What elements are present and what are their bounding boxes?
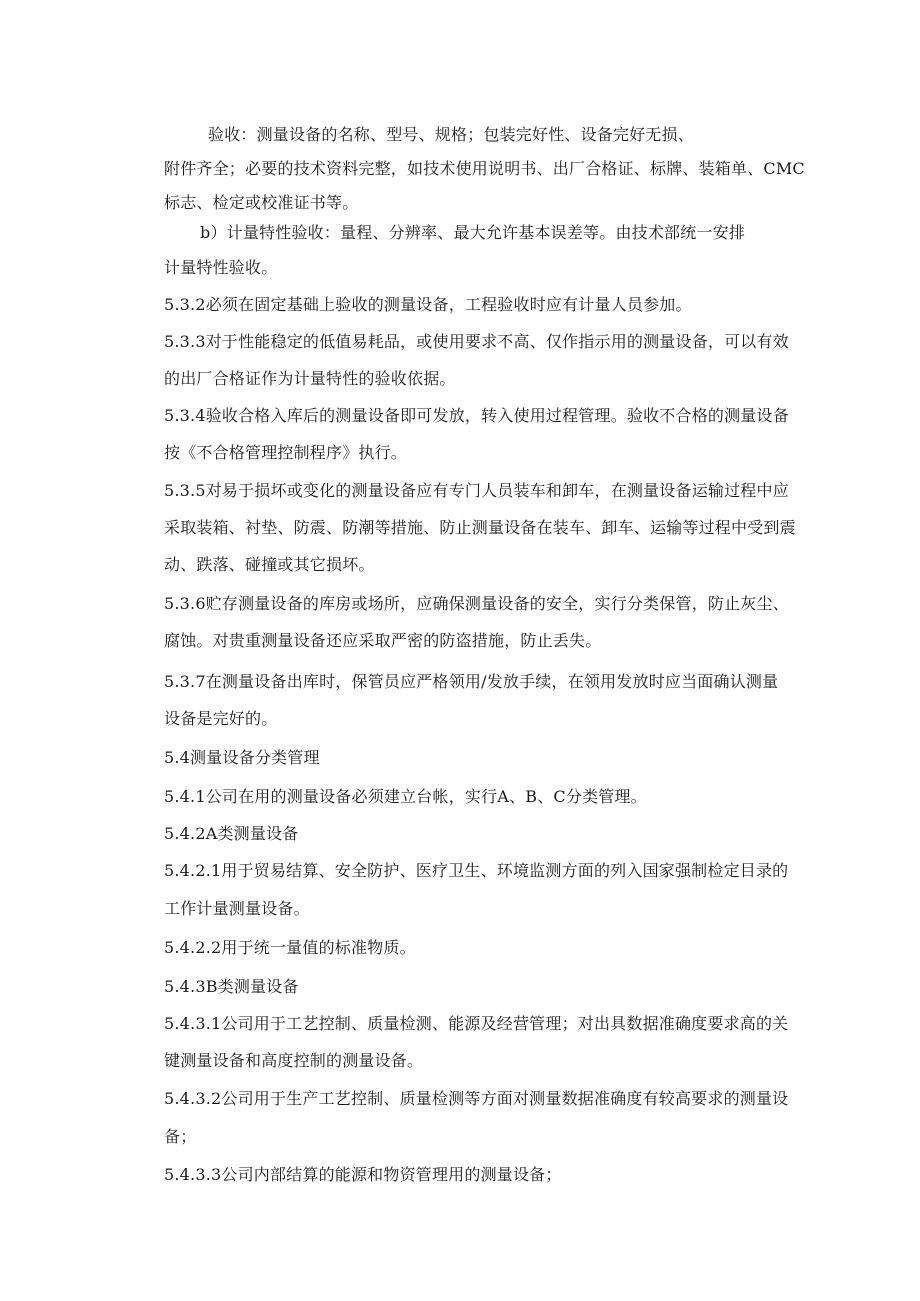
text-line: b）计量特性验收：量程、分辨率、最大允许基本误差等。由技术部统一安排	[200, 223, 746, 242]
text-line: 验收：测量设备的名称、型号、规格；包装完好性、设备完好无损、	[208, 125, 695, 144]
text-line: 的出厂合格证作为计量特性的验收依据。	[164, 369, 456, 388]
text-line: 5.3.5对易于损坏或变化的测量设备应有专门人员装车和卸车，在测量设备运输过程中应	[164, 481, 789, 500]
text-line: 附件齐全；必要的技术资料完整，如技术使用说明书、出厂合格证、标牌、装箱单、CMC	[164, 159, 805, 178]
text-line: 5.4.2.1用于贸易结算、安全防护、医疗卫生、环境监测方面的列入国家强制检定目录的	[164, 861, 789, 880]
text-line: 动、跌落、碰撞或其它损坏。	[164, 555, 375, 574]
text-line: 5.3.3对于性能稳定的低值易耗品，或使用要求不高、仅作指示用的测量设备，可以有效	[164, 332, 789, 351]
text-line: 5.3.7在测量设备出库时，保管员应严格领用/发放手续，在领用发放时应当面确认测量	[164, 672, 779, 691]
text-line: 计量特性验收。	[164, 258, 278, 277]
text-line: 5.4.3B类测量设备	[164, 977, 299, 996]
text-line: 采取装箱、衬垫、防震、防潮等措施、防止测量设备在装车、卸车、运输等过程中受到震	[164, 518, 796, 537]
text-line: 5.3.2必须在固定基础上验收的测量设备，工程验收时应有计量人员参加。	[164, 295, 692, 314]
text-line: 腐蚀。对贵重测量设备还应采取严密的防盗措施，防止丢失。	[164, 631, 602, 650]
text-line: 5.4.1公司在用的测量设备必须建立台帐，实行A、B、C分类管理。	[164, 787, 647, 806]
text-line: 5.4.2.2用于统一量值的标准物质。	[164, 938, 416, 957]
text-line: 按《不合格管理控制程序》执行。	[164, 443, 408, 462]
text-line: 备；	[164, 1127, 197, 1146]
text-line: 工作计量测量设备。	[164, 899, 310, 918]
text-line: 标志、检定或校准证书等。	[164, 193, 359, 212]
text-line: 5.4.3.3公司内部结算的能源和物资管理用的测量设备；	[164, 1165, 562, 1184]
text-line: 5.4.3.2公司用于生产工艺控制、质量检测等方面对测量数据准确度有较高要求的测量设	[164, 1089, 789, 1108]
text-line: 5.4测量设备分类管理	[164, 748, 320, 767]
text-line: 5.4.2A类测量设备	[164, 824, 299, 843]
text-line: 设备是完好的。	[164, 709, 278, 728]
text-line: 5.3.4验收合格入库后的测量设备即可发放，转入使用过程管理。验收不合格的测量设备	[164, 406, 789, 425]
text-line: 键测量设备和高度控制的测量设备。	[164, 1051, 424, 1070]
text-line: 5.3.6贮存测量设备的库房或场所，应确保测量设备的安全，实行分类保管，防止灰尘、	[164, 594, 789, 613]
text-line: 5.4.3.1公司用于工艺控制、质量检测、能源及经营管理；对出具数据准确度要求高的关	[164, 1014, 789, 1033]
